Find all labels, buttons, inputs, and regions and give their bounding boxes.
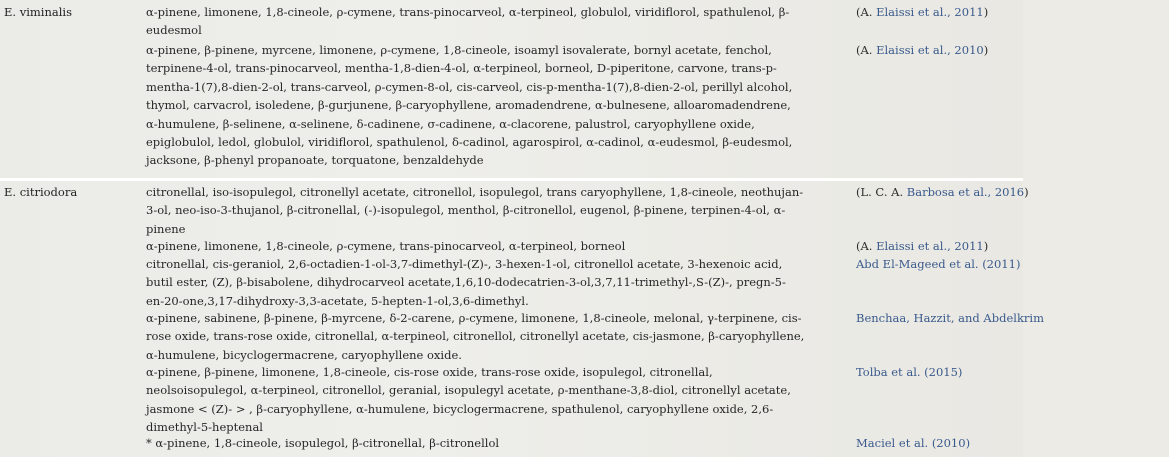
- reference-cell: [856, 3, 1031, 21]
- reference-cell: [856, 183, 1031, 201]
- reference-suffix: ): [983, 5, 989, 19]
- reference-link[interactable]: Benchaa, Hazzit, and Abdelkrim: [856, 311, 1044, 325]
- reference-link[interactable]: Elaissi et al., 2010: [876, 43, 984, 57]
- compounds-cell: α-pinene, β-pinene, myrcene, limonene, ρ-cymene, 1,8-cineole, isoamyl isovalerate, bornyl acetate, fenchol, terpinene-4-ol, trans-pinocarveol, mentha-1,8-dien-4-ol, α-terpineol, borneol, D-piperitone, carvone, trans-p- mentha-1(7),8-dien-2-ol, trans-carveol, ρ-cymen-8-ol, cis-carveol, cis-p-mentha-1(7),8-dien-2-ol, perillyl alcohol, thymol, carvacrol, isoledene, β-gurjunene, β-caryophyllene, aromadendrene, α-bulnesene, alloaromadendrene, α-humulene, β-selinene, α-selinene, δ-cadinene, σ-cadinene, α-clacorene, palustrol, caryophyllene oxide, epiglobulol, ledol, globulol, viridiflorol, spathulenol, δ-cadinol, agarospirol, α-cadinol, α-eudesmol, β-eudesmol, jacksone, β-phenyl propanoate, torquatone, benzaldehyde: [146, 43, 793, 168]
- reference-link[interactable]: Maciel et al. (2010): [856, 436, 971, 450]
- compounds-cell: α-pinene, β-pinene, limonene, 1,8-cineole, cis-rose oxide, trans-rose oxide, isopulegol, citronellal, neolsoisopulegol, α-terpineol, citronellol, geranial, isopulegyl acetate, ρ-menthane-3,8-diol, citronellyl acetate, jasmone < (Z)- > , β-caryophyllene, α-humulene, bicyclogermacrene, spathulenol, caryophyllene oxide, 2,6- dimethyl-5-heptenal: [146, 365, 791, 435]
- compounds-cell: citronellal, cis-geraniol, 2,6-octadien-1-ol-3,7-dimethyl-(Z)-, 3-hexen-1-ol, citronellol acetate, 3-hexenoic acid, butil ester, (Z), β-bisabolene, dihydrocarveol acetate,1,6,10-dodecatrien-3-ol,3,7,11-trimethyl-,S-(Z)-, pregn-5- en-20-one,3,17-dihydroxy-3,3-acetate, 5-hepten-1-ol,3,6-dimethyl.: [146, 257, 786, 308]
- reference-cell: [856, 434, 1031, 452]
- reference-cell: [856, 41, 1031, 59]
- compounds-cell: α-pinene, sabinene, β-pinene, β-myrcene, δ-2-carene, ρ-cymene, limonene, 1,8-cineole, melonal, γ-terpinene, cis- rose oxide, trans-rose oxide, citronellal, α-terpineol, citronellol, citronellyl acetate, cis-jasmone, β-caryophyllene, α-humulene, bicyclogermacrene, caryophyllene oxide.: [146, 311, 805, 362]
- reference-link[interactable]: Tolba et al. (2015): [856, 365, 963, 379]
- species-name: E. citriodora: [4, 185, 78, 199]
- species-group-citriodora: [0, 181, 1044, 457]
- reference-suffix: ): [983, 43, 989, 57]
- compounds-cell: citronellal, iso-isopulegol, citronellyl acetate, citronellol, isopulegol, trans caryophyllene, 1,8-cineole, neothujan- 3-ol, neo-iso-3-thujanol, β-citronellal, (-)-isopulegol, menthol, β-citronellol, eugenol, β-pinene, terpinen-4-ol, α- pinene: [146, 185, 804, 236]
- reference-link[interactable]: Abd El-Mageed et al. (2011): [856, 257, 1021, 271]
- species-group-viminalis: [0, 0, 1023, 178]
- reference-cell: [856, 237, 1031, 255]
- compounds-cell: α-pinene, limonene, 1,8-cineole, ρ-cymene, trans-pinocarveol, α-terpineol, borneol: [146, 239, 626, 253]
- reference-cell: [856, 255, 1031, 273]
- reference-link[interactable]: Elaissi et al., 2011: [876, 5, 984, 19]
- compounds-cell: * α-pinene, 1,8-cineole, isopulegol, β-citronellal, β-citronellol: [146, 436, 500, 450]
- reference-prefix: (A.: [856, 43, 877, 57]
- reference-link[interactable]: Barbosa et al., 2016: [906, 185, 1025, 199]
- reference-suffix: ): [1024, 185, 1029, 199]
- species-name: E. viminalis: [4, 5, 72, 19]
- reference-cell: [856, 309, 1044, 327]
- reference-suffix: ): [983, 239, 989, 253]
- compounds-cell: α-pinene, limonene, 1,8-cineole, ρ-cymene, trans-pinocarveol, α-terpineol, globulol, viridiflorol, spathulenol, β- eudesmol: [146, 5, 790, 38]
- reference-cell: [856, 363, 1031, 381]
- reference-prefix: (L. C. A.: [856, 185, 907, 199]
- reference-link[interactable]: Elaissi et al., 2011: [876, 239, 984, 253]
- reference-prefix: (A.: [856, 239, 877, 253]
- reference-prefix: (A.: [856, 5, 877, 19]
